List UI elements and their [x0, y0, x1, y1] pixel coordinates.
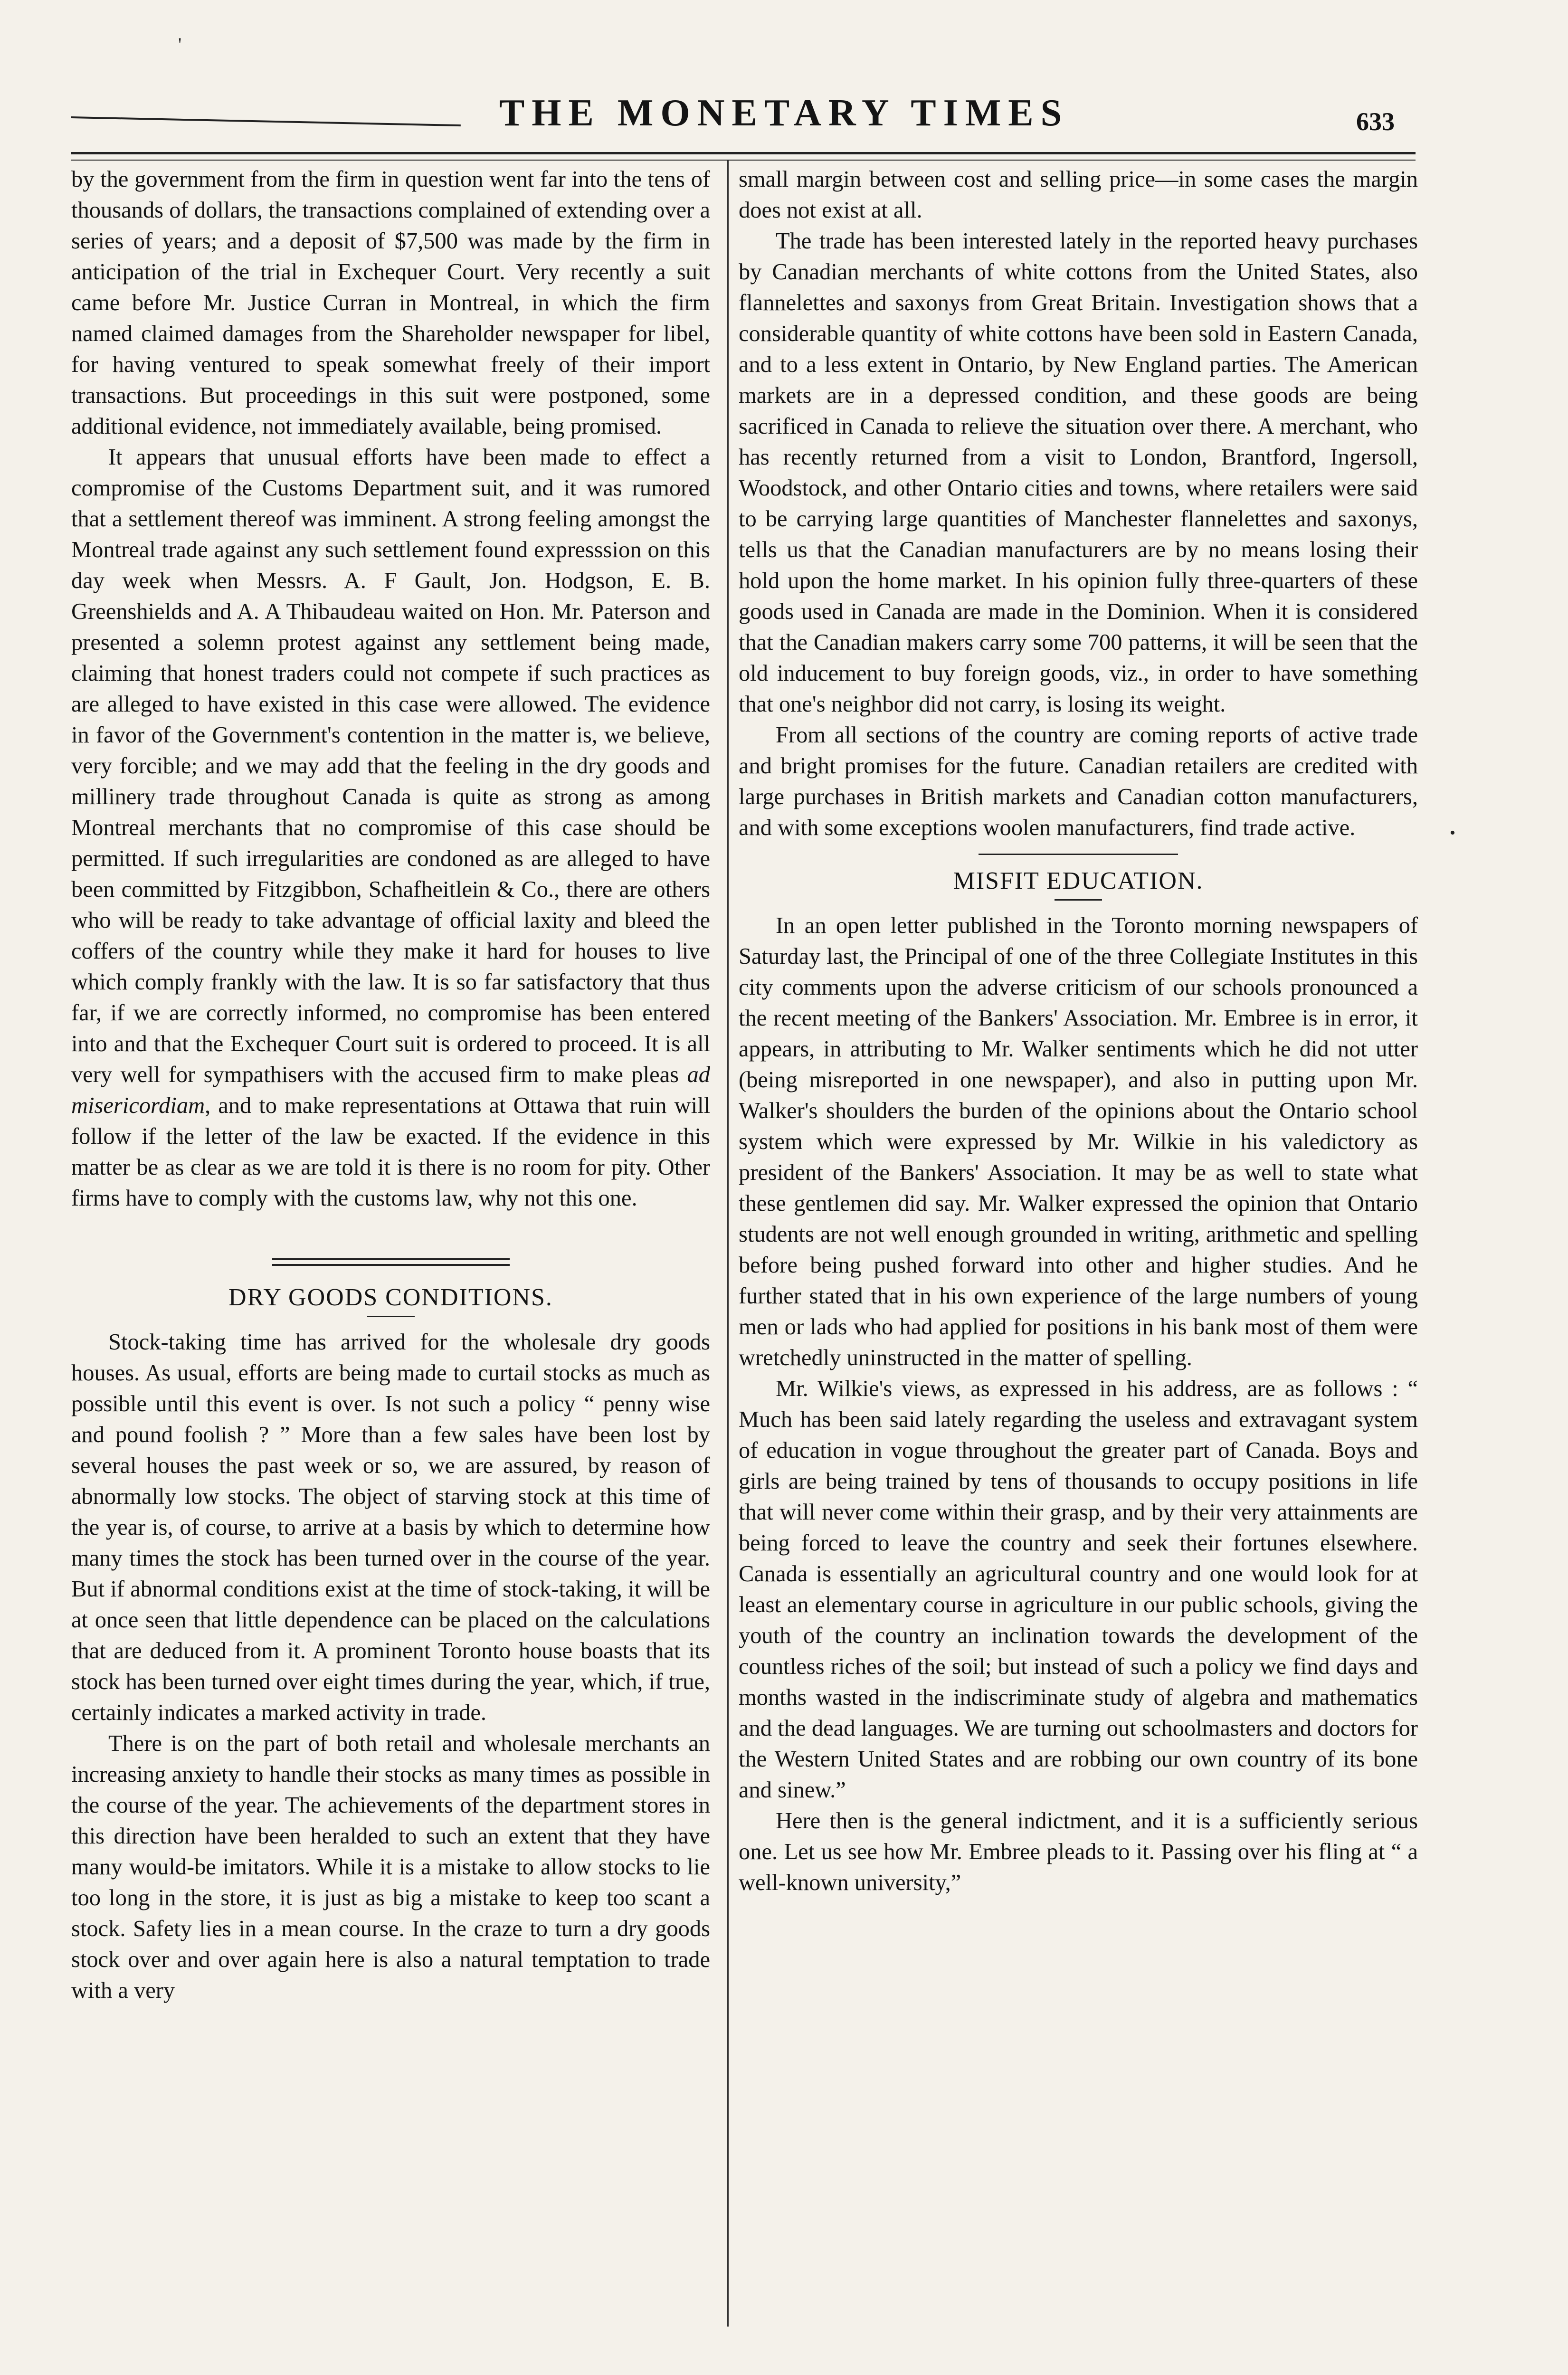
header-rule-thin	[71, 160, 1416, 161]
left-column	[71, 164, 710, 2006]
paragraph-text: It appears that unusual efforts have been made to effect a compromise of the Customs Department suit, and it was rumored that a settlement thereof was imminent. A strong feeling amongst the Montreal trade against any such settlement found expresssion on this day week when Messrs. A. F Gault, Jon. Hodgson, E. B. Greenshields and A. A Thibaudeau waited on Hon. Mr. Paterson and presented a solemn protest against any settlement being made, claiming that honest traders could not compete if such practices as are alleged to have existed in this case were allowed. The evidence in favor of the Government's contention in the matter is, we believe, very forcible; and we may add that the feeling in the dry goods and millinery trade throughout Canada is quite as strong as among Montreal merchants that no compromise of this case should be permitted. If such irregularities are condoned as are alleged to have been committed by Fitzgibbon, Schafheitlein & Co., there are others who will be ready to take advantage of official laxity and bleed the coffers of the country while they make it hard for houses to live which comply frankly with the law. It is so far satisfactory that thus far, if we are correctly informed, no compromise has been entered into and that the Exchequer Court suit is ordered to proceed. It is all very well for sympathisers with the accused firm to make pleas	[71, 445, 710, 1087]
paragraph	[71, 442, 710, 1214]
paragraph: Mr. Wilkie's views, as expressed in his address, are as follows : “ Much has been said lately regarding the useless and extravagant system of education in vogue throughout the greater part of Canada. Boys and girls are being trained by tens of thousands to occupy positions in life that will never come within their grasp, and by their very attainments are being forced to leave the country and seek their fortunes elsewhere. Canada is essentially an agricultural country and one would look for at least an elementary course in agriculture in our public schools, giving the youth of the country an inclination towards the development of the countless riches of the soil; but instead of such a policy we find days and months wasted in the indiscriminate study of algebra and mathematics and the dead languages. We are turning out schoolmasters and doctors for the Western United States and are robbing our own country of its bone and sinew.”	[739, 1376, 1418, 1803]
paragraph: The trade has been interested lately in the reported heavy purchases by Canadian merchants of white cottons from the United States, also flannelettes and saxonys from Great Britain. Investigation shows that a considerable quantity of white cottons have been sold in Eastern Canada, and to a less extent in Ontario, by New England parties. The American markets are in a depressed condition, and these goods are being sacrificed in Canada to relieve the situation over there. A merchant, who has recently returned from a visit to London, Brantford, Ingersoll, Woodstock, and other Ontario cities and towns, where retailers were said to be carrying large quantities of Manchester flannelettes and saxonys, tells us that the Canadian manufacturers are by no means losing their hold upon the home market. In his opinion fully three-quarters of these goods used in Canada are made in the Dominion. When it is considered that the Canadian makers carry some 700 patterns, it will be seen that the old inducement to buy foreign goods, viz., in order to have something that one's neighbor did not carry, is losing its weight.	[739, 228, 1418, 717]
paragraph: small margin between cost and selling price—in some cases the margin does not exist at all.	[739, 167, 1418, 223]
margin-mark: '	[178, 34, 182, 55]
page-number: 633	[1356, 107, 1395, 136]
section-rule	[979, 854, 1178, 855]
header-rule	[71, 152, 1416, 154]
right-column	[739, 164, 1418, 1898]
paragraph-text: , and to make representations at Ottawa that ruin will follow if the letter of the law be exacted. If the evidence in this matter be as clear as we are told it is there is no room for pity. Other firms have to comply with the customs law, why not this one.	[71, 1093, 710, 1211]
paragraph: In an open letter published in the Toronto morning newspapers of Saturday last, the Principal of one of the three Collegiate Institutes in this city comments upon the adverse criticism of our schools pronounced a the recent meeting of the Bankers' Association. Mr. Embree is in error, it appears, in attributing to Mr. Walker sentiments which he did not utter (being misreported in one newspaper), and also in putting upon Mr. Walker's shoulders the burden of the opinions about the Ontario school system which were expressed by Mr. Wilkie in his valedictory as president of the Bankers' Association. It may be as well to state what these gentlemen did say. Mr. Walker expressed the opinion that Ontario students are not well enough grounded in writing, arithmetic and spelling before being pushed forward into other and higher studies. And he further stated that in his own experience of the large numbers of young men or lads who had applied for positions in his bank most of them were wretchedly uninstructed in the matter of spelling.	[739, 913, 1418, 1370]
section-heading-dry-goods: DRY GOODS CONDITIONS.	[228, 1284, 553, 1311]
paragraph: by the government from the firm in question went far into the tens of thousands of dollars, the transactions complained of extending over a series of years; and a deposit of $7,500 was made by the firm in anticipation of the trial in Exchequer Court. Very recently a suit came before Mr. Justice Curran in Montreal, in which the firm named claimed damages from the Shareholder newspaper for libel, for having ventured to speak somewhat freely of their import transactions. But proceedings in this suit were postponed, some additional evidence, not immediately available, being promised.	[71, 167, 710, 439]
paragraph: From all sections of the country are coming reports of active trade and bright promises for the future. Canadian retailers are credited with large purchases in British markets and Canadian cotton manufacturers, and with some exceptions woolen manufacturers, find trade active.	[739, 722, 1418, 840]
paragraph: Here then is the general indictment, and it is a sufficiently serious one. Let us see how Mr. Embree pleads to it. Passing over his fling at “ a well-known university,”	[739, 1808, 1418, 1895]
heading-rule	[1055, 899, 1102, 901]
paragraph: There is on the part of both retail and wholesale merchants an increasing anxiety to handle their stocks as many times as possible in the course of the year. The achievements of the department stores in this direction have been heralded to such an extent that they have many would-be imitators. While it is a mistake to allow stocks to lie too long in the store, it is just as big a mistake to keep too scant a stock. Safety lies in a mean course. In the craze to turn a dry goods stock over and over again here is also a natural temptation to trade with a very	[71, 1731, 710, 2003]
column-divider	[727, 161, 729, 2327]
section-heading-misfit-education: MISFIT EDUCATION.	[953, 867, 1204, 894]
italic-phrase: ad misericordiam	[71, 1062, 710, 1118]
section-rule	[272, 1258, 510, 1266]
bullet-mark: •	[1450, 824, 1455, 842]
page-title: THE MONETARY TIMES	[499, 92, 1069, 134]
heading-rule	[367, 1316, 415, 1317]
paragraph: Stock-taking time has arrived for the wholesale dry goods houses. As usual, efforts are being made to curtail stocks as much as possible until this event is over. Is not such a policy “ penny wise and pound foolish ? ” More than a few sales have been lost by several houses the past week or so, we are assured, by reason of abnormally low stocks. The object of starving stock at this time of the year is, of course, to arrive at a basis by which to determine how many times the stock has been turned over in the course of the year. But if abnormal conditions exist at the time of stock-taking, it will be at once seen that little dependence can be placed on the calculations that are deduced from it. A prominent Toronto house boasts that its stock has been turned over eight times during the year, which, if true, certainly indicates a marked activity in trade.	[71, 1330, 710, 1725]
